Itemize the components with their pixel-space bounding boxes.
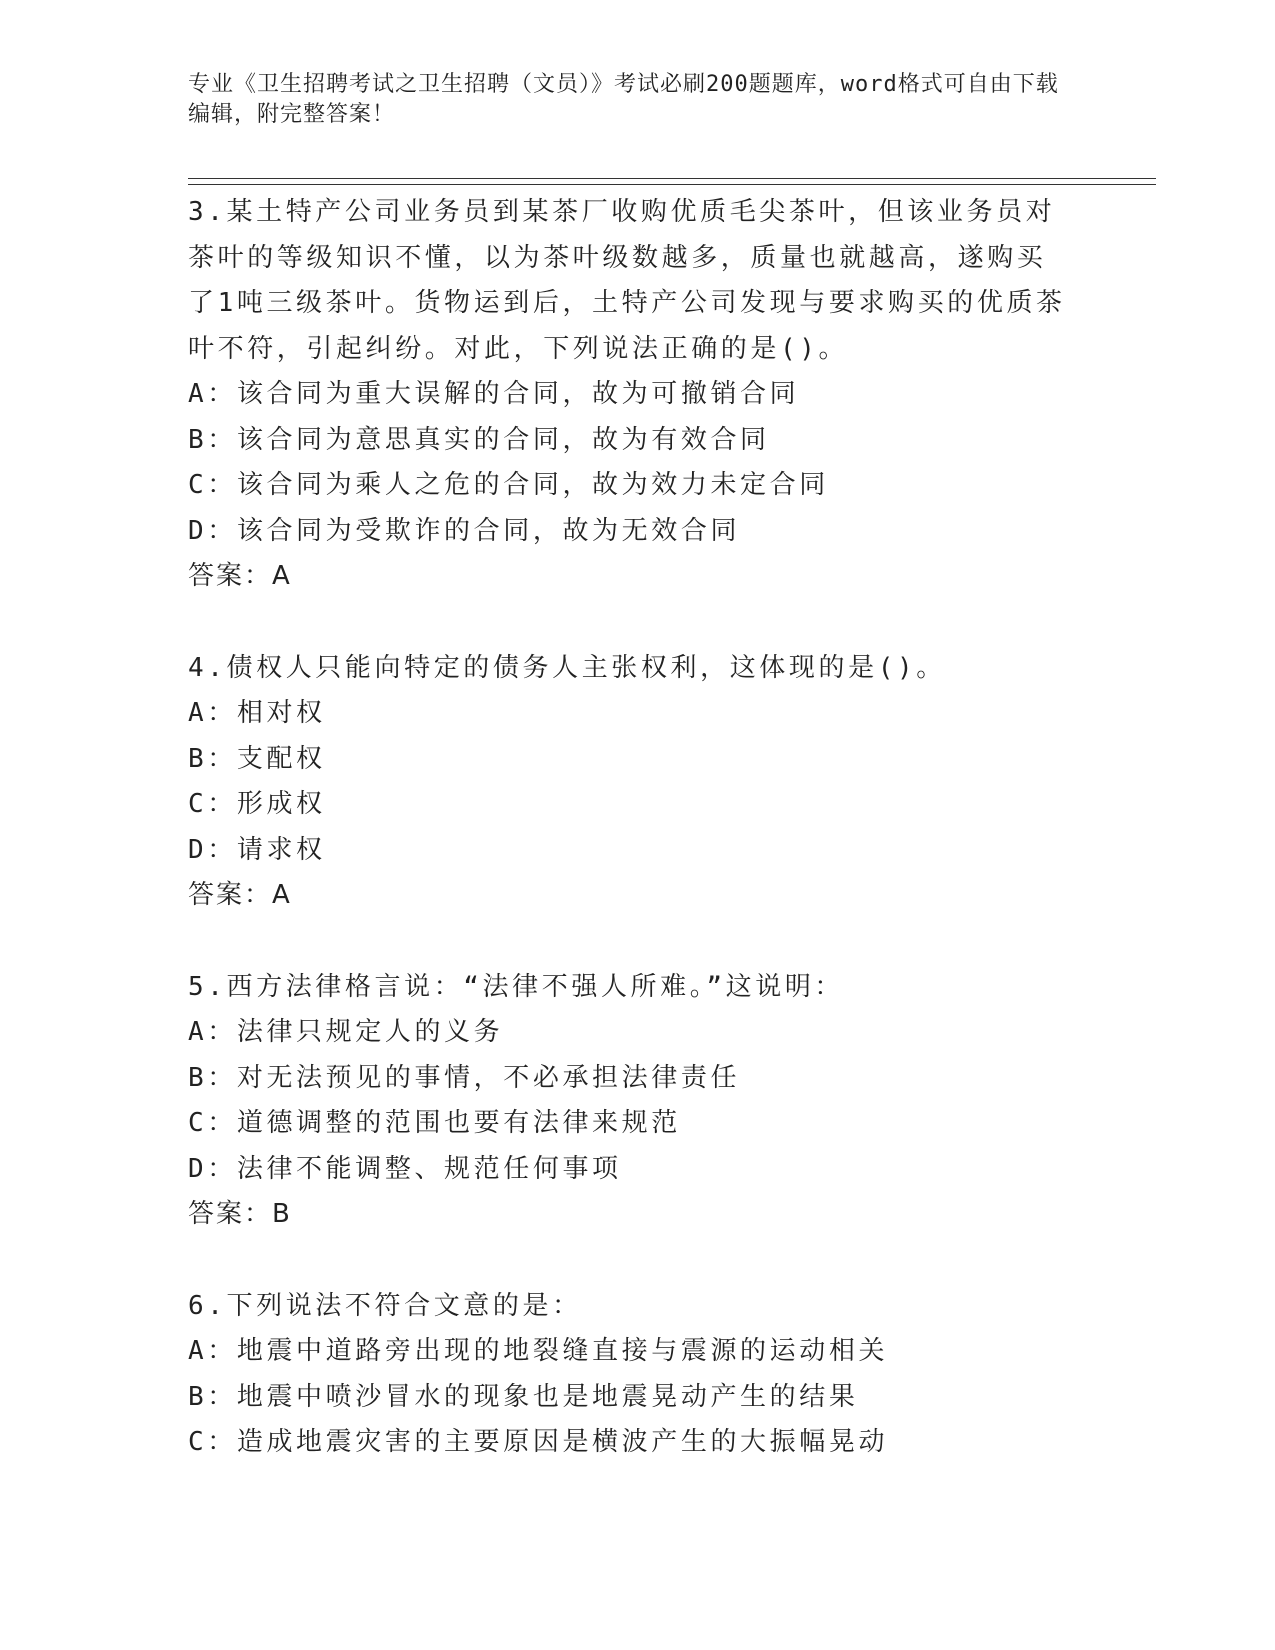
question-text: 4.债权人只能向特定的债务人主张权利，这体现的是()。 [188, 652, 946, 683]
option-b: B：地震中喷沙冒水的现象也是地震晃动产生的结果 [188, 1381, 859, 1412]
option-c: C：造成地震灾害的主要原因是横波产生的大振幅晃动 [188, 1427, 889, 1457]
document-header: 专业《卫生招聘考试之卫生招聘（文员）》考试必刷200题题库，word格式可自由下载编辑，附完整答案！ [188, 72, 1059, 127]
answer: 答案：A [188, 561, 292, 591]
question-text: 6.下列说法不符合文意的是： [188, 1290, 582, 1321]
question-5 [188, 965, 1068, 1238]
header-divider-top [188, 178, 1156, 179]
option-a: A：相对权 [188, 698, 326, 728]
option-d: D：法律不能调整、规范任何事项 [188, 1153, 622, 1184]
option-d: D：请求权 [188, 834, 326, 865]
option-a: A：法律只规定人的义务 [188, 1017, 504, 1047]
question-6 [188, 1284, 1068, 1466]
question-text: 5.西方法律格言说：“法律不强人所难。”这说明： [188, 971, 845, 1002]
option-c: C：道德调整的范围也要有法律来规范 [188, 1108, 681, 1138]
option-d: D：该合同为受欺诈的合同，故为无效合同 [188, 515, 741, 546]
option-a: A：该合同为重大误解的合同，故为可撤销合同 [188, 379, 800, 409]
question-text: 3.某土特产公司业务员到某茶厂收购优质毛尖茶叶，但该业务员对茶叶的等级知识不懂，以为茶叶级数越多，质量也就越高，遂购买了1吨三级茶叶。货物运到后，土特产公司发现与要求购买的优质茶叶不符，引起纠纷。对此，下列说法正确的是()。 [188, 197, 1066, 364]
header-divider-bottom [188, 184, 1156, 185]
option-b: B：该合同为意思真实的合同，故为有效合同 [188, 424, 770, 455]
question-4 [188, 646, 1068, 919]
option-a: A：地震中道路旁出现的地裂缝直接与震源的运动相关 [188, 1336, 889, 1366]
option-c: C：该合同为乘人之危的合同，故为效力未定合同 [188, 470, 829, 500]
option-b: B：对无法预见的事情，不必承担法律责任 [188, 1062, 741, 1093]
option-c: C：形成权 [188, 789, 326, 819]
question-list [188, 190, 1068, 1512]
question-3 [188, 190, 1068, 600]
option-b: B：支配权 [188, 743, 326, 774]
answer: 答案：B [188, 1199, 292, 1229]
answer: 答案：A [188, 880, 292, 910]
